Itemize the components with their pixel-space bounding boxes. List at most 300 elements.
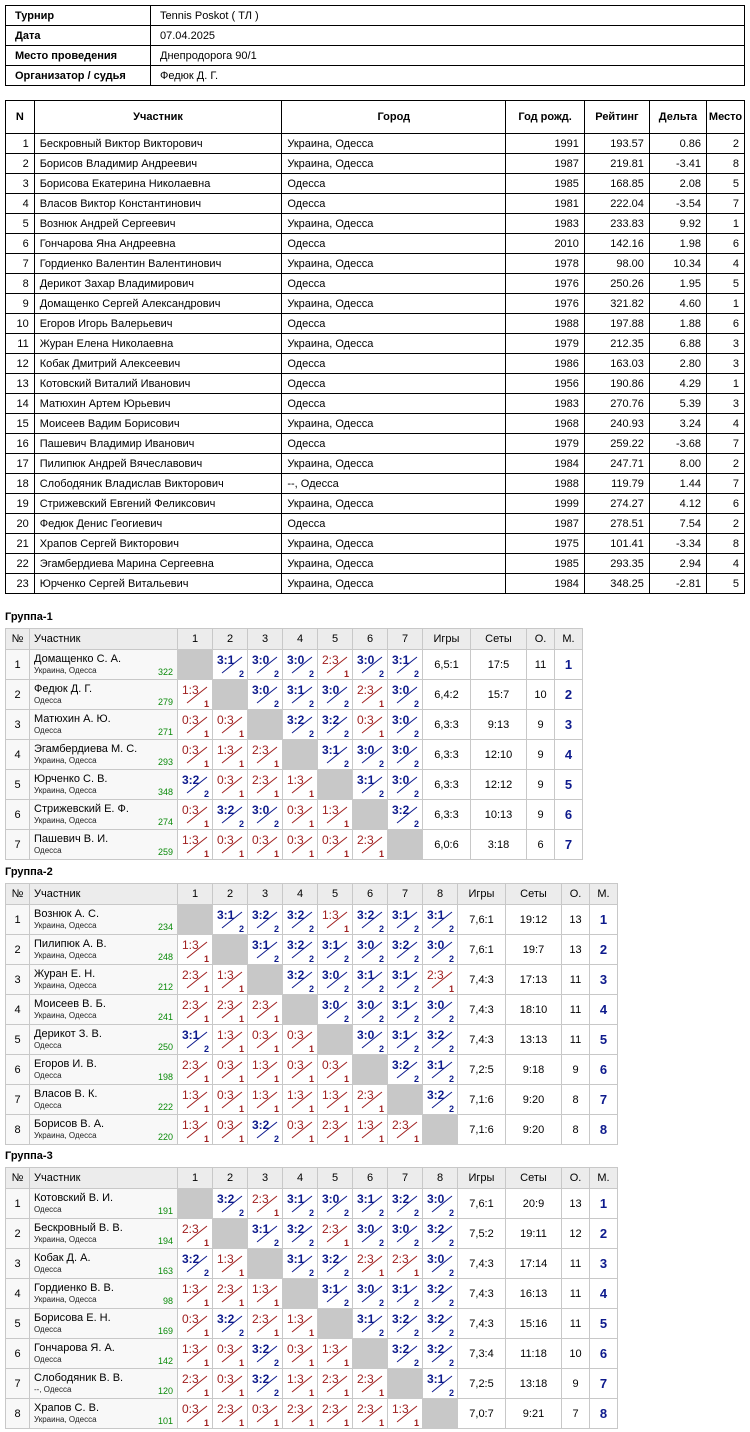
match-result-cell[interactable]	[423, 1055, 458, 1085]
match-result-cell[interactable]	[318, 1115, 353, 1145]
row-sets: 17:13	[506, 965, 562, 995]
match-score: 3:1	[217, 908, 235, 922]
match-points: 2	[448, 1238, 454, 1248]
match-result-cell[interactable]	[388, 1189, 423, 1219]
match-result-cell[interactable]	[178, 1219, 213, 1249]
match-points: 1	[308, 1134, 314, 1144]
match-points: 2	[378, 1014, 384, 1024]
match-result-cell[interactable]	[388, 1309, 423, 1339]
player-name: Слободяник Владислав Викторович	[34, 474, 282, 494]
match-result-cell[interactable]	[213, 740, 248, 770]
match-result-cell[interactable]	[178, 830, 213, 860]
match-result-cell[interactable]	[388, 1115, 423, 1145]
match-result-cell[interactable]	[178, 1249, 213, 1279]
group-row	[6, 1279, 618, 1309]
match-points: 2	[238, 819, 244, 829]
match-result-cell[interactable]	[283, 1249, 318, 1279]
match-result-cell[interactable]	[318, 1339, 353, 1369]
match-result-cell[interactable]	[388, 800, 423, 830]
row-points: 11	[562, 995, 590, 1025]
match-result-cell[interactable]	[423, 1219, 458, 1249]
match-result-cell[interactable]	[388, 1219, 423, 1249]
match-points: 2	[413, 1014, 419, 1024]
table-row	[6, 294, 745, 314]
row-games: 6,3:3	[423, 710, 471, 740]
match-score: 3:2	[427, 1282, 445, 1296]
self-match-cell	[283, 740, 318, 770]
match-result-cell[interactable]	[213, 1249, 248, 1279]
player-city: Одесса	[282, 314, 506, 334]
match-result-cell[interactable]	[388, 710, 423, 740]
match-score: 2:3	[392, 1252, 409, 1266]
row-place: 1	[590, 905, 618, 935]
match-score: 0:3	[217, 773, 234, 787]
match-result-cell[interactable]	[318, 1369, 353, 1399]
match-result-cell[interactable]	[283, 1339, 318, 1369]
match-points: 2	[308, 729, 314, 739]
match-result-cell[interactable]	[318, 830, 353, 860]
match-result-cell[interactable]	[423, 1339, 458, 1369]
match-result-cell[interactable]	[318, 935, 353, 965]
row-place: 1	[590, 1189, 618, 1219]
player-name: Вознюк А. С.	[34, 908, 100, 920]
player-rating: 241	[157, 1012, 173, 1022]
column-header-place: М.	[555, 629, 583, 650]
match-score: 3:1	[322, 743, 340, 757]
match-result-cell[interactable]	[423, 965, 458, 995]
match-result-cell[interactable]	[318, 680, 353, 710]
match-result-cell[interactable]	[248, 1085, 283, 1115]
match-result-cell[interactable]	[178, 1085, 213, 1115]
match-score: 1:3	[182, 833, 199, 847]
match-result-cell[interactable]	[353, 1085, 388, 1115]
match-result-cell[interactable]	[178, 710, 213, 740]
match-result-cell[interactable]	[213, 1055, 248, 1085]
match-result-cell[interactable]	[423, 1369, 458, 1399]
match-result-cell[interactable]	[353, 1309, 388, 1339]
match-result-cell[interactable]	[283, 905, 318, 935]
row-number: 7	[6, 1085, 30, 1115]
player-name: Домащенко Сергей Александрович	[34, 294, 282, 314]
match-result-cell[interactable]	[178, 740, 213, 770]
match-score: 3:2	[427, 1342, 445, 1356]
row-place: 5	[590, 1025, 618, 1055]
match-result-cell[interactable]	[318, 1399, 353, 1429]
match-result-cell[interactable]	[283, 1085, 318, 1115]
player-rating: 98.00	[584, 254, 649, 274]
match-result-cell[interactable]	[388, 740, 423, 770]
self-match-cell	[318, 1025, 353, 1055]
player-name: Пашевич Владимир Иванович	[34, 434, 282, 454]
row-games: 7,6:1	[458, 1189, 506, 1219]
row-number: 1	[6, 1189, 30, 1219]
table-row	[6, 574, 745, 594]
match-result-cell[interactable]	[318, 1279, 353, 1309]
player-number: 7	[6, 254, 35, 274]
match-result-cell[interactable]	[213, 1369, 248, 1399]
match-result-cell[interactable]	[248, 1369, 283, 1399]
row-place: 4	[555, 740, 583, 770]
match-score: 1:3	[217, 1252, 234, 1266]
match-result-cell[interactable]	[178, 1055, 213, 1085]
match-points: 1	[343, 1238, 349, 1248]
match-result-cell[interactable]	[388, 1249, 423, 1279]
match-points: 2	[343, 759, 349, 769]
table-row	[6, 394, 745, 414]
match-result-cell[interactable]	[248, 800, 283, 830]
match-result-cell[interactable]	[178, 680, 213, 710]
match-result-cell[interactable]	[213, 995, 248, 1025]
match-points: 1	[238, 729, 244, 739]
match-result-cell[interactable]	[388, 935, 423, 965]
match-result-cell[interactable]	[353, 710, 388, 740]
match-score: 3:1	[287, 1252, 305, 1266]
match-result-cell[interactable]	[248, 1399, 283, 1429]
table-row	[6, 354, 745, 374]
match-result-cell[interactable]	[178, 1115, 213, 1145]
player-cell	[30, 1055, 178, 1085]
player-number: 20	[6, 514, 35, 534]
match-result-cell[interactable]	[248, 905, 283, 935]
match-result-cell[interactable]	[178, 1279, 213, 1309]
match-result-cell[interactable]	[388, 1339, 423, 1369]
match-points: 2	[448, 1328, 454, 1338]
match-result-cell[interactable]	[388, 995, 423, 1025]
match-result-cell[interactable]	[388, 1399, 423, 1429]
player-rating: 212.35	[584, 334, 649, 354]
player-city: --, Одесса	[282, 474, 506, 494]
row-sets: 16:13	[506, 1279, 562, 1309]
player-city: Украина, Одесса	[34, 951, 97, 960]
match-result-cell[interactable]	[353, 830, 388, 860]
column-header-opponent: 7	[388, 629, 423, 650]
match-result-cell[interactable]	[388, 1055, 423, 1085]
match-result-cell[interactable]	[178, 995, 213, 1025]
match-result-cell[interactable]	[318, 800, 353, 830]
match-result-cell[interactable]	[283, 770, 318, 800]
player-city: Одесса	[34, 1205, 62, 1214]
match-result-cell[interactable]	[248, 740, 283, 770]
player-city: Украина, Одесса	[282, 214, 506, 234]
match-result-cell[interactable]	[213, 1025, 248, 1055]
player-place: 4	[707, 254, 745, 274]
row-place: 1	[555, 650, 583, 680]
match-result-cell[interactable]	[178, 770, 213, 800]
row-sets: 13:13	[506, 1025, 562, 1055]
player-rating: 212	[157, 982, 173, 992]
group-row	[6, 995, 618, 1025]
match-result-cell[interactable]	[353, 935, 388, 965]
match-result-cell[interactable]	[213, 800, 248, 830]
row-points: 11	[562, 1249, 590, 1279]
match-result-cell[interactable]	[283, 1055, 318, 1085]
match-score: 1:3	[182, 1088, 199, 1102]
row-points: 9	[527, 740, 555, 770]
match-result-cell[interactable]	[318, 965, 353, 995]
match-score: 3:1	[392, 998, 410, 1012]
match-points: 1	[273, 1298, 279, 1308]
player-rating: 220	[157, 1132, 173, 1142]
row-place: 2	[555, 680, 583, 710]
match-result-cell[interactable]	[353, 1249, 388, 1279]
match-result-cell[interactable]	[423, 1189, 458, 1219]
player-rating: 271	[157, 727, 173, 737]
row-games: 6,4:2	[423, 680, 471, 710]
match-result-cell[interactable]	[283, 710, 318, 740]
match-result-cell[interactable]	[353, 1219, 388, 1249]
match-result-cell[interactable]	[248, 1055, 283, 1085]
match-score: 0:3	[287, 1118, 304, 1132]
player-name: Храпов Сергей Викторович	[34, 534, 282, 554]
match-result-cell[interactable]	[248, 1219, 283, 1249]
match-points: 2	[378, 1238, 384, 1248]
player-cell	[30, 650, 178, 680]
match-result-cell[interactable]	[248, 1339, 283, 1369]
match-result-cell[interactable]	[213, 650, 248, 680]
match-result-cell[interactable]	[283, 1219, 318, 1249]
match-result-cell[interactable]	[318, 905, 353, 935]
match-result-cell[interactable]	[318, 995, 353, 1025]
match-score: 3:1	[252, 938, 270, 952]
row-number: 4	[6, 1279, 30, 1309]
self-match-cell	[178, 1189, 213, 1219]
match-result-cell[interactable]	[353, 740, 388, 770]
match-score: 2:3	[217, 998, 234, 1012]
match-result-cell[interactable]	[353, 905, 388, 935]
match-result-cell[interactable]	[248, 680, 283, 710]
match-result-cell[interactable]	[283, 1399, 318, 1429]
row-sets: 9:20	[506, 1115, 562, 1145]
match-result-cell[interactable]	[213, 1339, 248, 1369]
self-match-cell	[248, 710, 283, 740]
row-points: 11	[527, 650, 555, 680]
player-number: 22	[6, 554, 35, 574]
player-city: Одесса	[282, 234, 506, 254]
match-result-cell[interactable]	[283, 800, 318, 830]
column-header-number: №	[6, 884, 30, 905]
row-place: 5	[555, 770, 583, 800]
match-score: 1:3	[252, 1058, 269, 1072]
match-result-cell[interactable]	[248, 830, 283, 860]
match-points: 2	[308, 1268, 314, 1278]
match-score: 3:0	[392, 1222, 410, 1236]
match-result-cell[interactable]	[353, 965, 388, 995]
match-result-cell[interactable]	[318, 1219, 353, 1249]
match-result-cell[interactable]	[423, 1309, 458, 1339]
match-result-cell[interactable]	[283, 680, 318, 710]
match-result-cell[interactable]	[178, 965, 213, 995]
match-result-cell[interactable]	[318, 710, 353, 740]
match-result-cell[interactable]	[353, 1189, 388, 1219]
match-result-cell[interactable]	[283, 935, 318, 965]
match-result-cell[interactable]	[248, 1025, 283, 1055]
match-result-cell[interactable]	[423, 1025, 458, 1055]
match-score: 2:3	[217, 1282, 234, 1296]
match-score: 3:0	[322, 683, 340, 697]
match-result-cell[interactable]	[353, 650, 388, 680]
self-match-cell	[388, 1369, 423, 1399]
match-result-cell[interactable]	[248, 995, 283, 1025]
player-number: 12	[6, 354, 35, 374]
match-result-cell[interactable]	[178, 1025, 213, 1055]
player-delta: 2.80	[649, 354, 706, 374]
match-result-cell[interactable]	[353, 1025, 388, 1055]
match-result-cell[interactable]	[213, 710, 248, 740]
match-result-cell[interactable]	[248, 1309, 283, 1339]
match-result-cell[interactable]	[388, 650, 423, 680]
row-number: 2	[6, 935, 30, 965]
column-header-opponent: 5	[318, 629, 353, 650]
match-result-cell[interactable]	[178, 800, 213, 830]
match-result-cell[interactable]	[178, 1369, 213, 1399]
player-city: Украина, Одесса	[282, 254, 506, 274]
player-delta: 4.29	[649, 374, 706, 394]
match-result-cell[interactable]	[213, 770, 248, 800]
match-result-cell[interactable]	[283, 1189, 318, 1219]
match-result-cell[interactable]	[353, 1115, 388, 1145]
match-result-cell[interactable]	[318, 1055, 353, 1085]
player-rating: 168.85	[584, 174, 649, 194]
player-name: Котовский Виталий Иванович	[34, 374, 282, 394]
player-name: Матюхин А. Ю.	[34, 713, 111, 725]
match-result-cell[interactable]	[388, 1025, 423, 1055]
match-points: 2	[378, 759, 384, 769]
row-sets: 13:18	[506, 1369, 562, 1399]
column-header-opponent: 8	[423, 884, 458, 905]
match-result-cell[interactable]	[213, 905, 248, 935]
match-result-cell[interactable]	[318, 740, 353, 770]
match-result-cell[interactable]	[353, 1369, 388, 1399]
match-result-cell[interactable]	[283, 1309, 318, 1339]
player-name: Борисов Владимир Андреевич	[34, 154, 282, 174]
match-result-cell[interactable]	[353, 680, 388, 710]
match-result-cell[interactable]	[248, 1279, 283, 1309]
match-result-cell[interactable]	[178, 1309, 213, 1339]
player-birth-year: 1978	[506, 254, 585, 274]
match-result-cell[interactable]	[213, 830, 248, 860]
self-match-cell	[318, 770, 353, 800]
player-rating: 348.25	[584, 574, 649, 594]
match-result-cell[interactable]	[283, 965, 318, 995]
match-score: 3:1	[392, 968, 410, 982]
match-score: 3:0	[322, 1192, 340, 1206]
match-points: 2	[343, 1298, 349, 1308]
row-number: 8	[6, 1399, 30, 1429]
match-result-cell[interactable]	[213, 1085, 248, 1115]
column-header-opponent: 8	[423, 1168, 458, 1189]
match-result-cell[interactable]	[388, 770, 423, 800]
match-result-cell[interactable]	[318, 1249, 353, 1279]
match-result-cell[interactable]	[178, 1399, 213, 1429]
player-rating: 142	[157, 1356, 173, 1366]
match-result-cell[interactable]	[283, 650, 318, 680]
match-score: 3:0	[322, 968, 340, 982]
match-points: 2	[273, 954, 279, 964]
match-result-cell[interactable]	[283, 1025, 318, 1055]
player-delta: -3.41	[649, 154, 706, 174]
group-row	[6, 935, 618, 965]
row-games: 7,2:5	[458, 1055, 506, 1085]
match-result-cell[interactable]	[178, 1339, 213, 1369]
player-rating: 348	[157, 787, 173, 797]
player-rating: 248	[157, 952, 173, 962]
player-delta: -3.54	[649, 194, 706, 214]
match-result-cell[interactable]	[213, 1189, 248, 1219]
match-result-cell[interactable]	[318, 650, 353, 680]
match-result-cell[interactable]	[318, 1189, 353, 1219]
player-birth-year: 1968	[506, 414, 585, 434]
info-row	[6, 66, 745, 86]
match-points: 2	[343, 1014, 349, 1024]
match-score: 2:3	[252, 1192, 269, 1206]
match-result-cell[interactable]	[353, 770, 388, 800]
match-points: 2	[448, 954, 454, 964]
match-result-cell[interactable]	[213, 1115, 248, 1145]
match-result-cell[interactable]	[213, 1279, 248, 1309]
player-number: 15	[6, 414, 35, 434]
player-number: 4	[6, 194, 35, 214]
match-result-cell[interactable]	[423, 1279, 458, 1309]
match-score: 2:3	[182, 1372, 199, 1386]
row-games: 7,4:3	[458, 995, 506, 1025]
match-score: 2:3	[322, 653, 339, 667]
match-score: 0:3	[217, 1342, 234, 1356]
player-city: Одесса	[34, 1325, 62, 1334]
player-city: Одесса	[34, 1265, 62, 1274]
match-result-cell[interactable]	[248, 935, 283, 965]
match-result-cell[interactable]	[423, 905, 458, 935]
match-result-cell[interactable]	[318, 1085, 353, 1115]
match-result-cell[interactable]	[213, 965, 248, 995]
match-points: 2	[203, 1268, 209, 1278]
column-header-opponent: 6	[353, 629, 388, 650]
match-result-cell[interactable]	[178, 935, 213, 965]
player-rating: 101.41	[584, 534, 649, 554]
match-points: 1	[238, 1418, 244, 1428]
match-result-cell[interactable]	[423, 995, 458, 1025]
match-score: 3:0	[392, 743, 410, 757]
match-result-cell[interactable]	[283, 1369, 318, 1399]
match-result-cell[interactable]	[388, 905, 423, 935]
match-result-cell[interactable]	[423, 1085, 458, 1115]
match-result-cell[interactable]	[248, 650, 283, 680]
match-result-cell[interactable]	[423, 935, 458, 965]
match-result-cell[interactable]	[353, 1399, 388, 1429]
match-result-cell[interactable]	[283, 1115, 318, 1145]
match-result-cell[interactable]	[248, 1189, 283, 1219]
match-result-cell[interactable]	[213, 1399, 248, 1429]
player-cell	[30, 1309, 178, 1339]
player-rating: 274.27	[584, 494, 649, 514]
match-result-cell[interactable]	[388, 680, 423, 710]
match-result-cell[interactable]	[353, 995, 388, 1025]
match-points: 2	[413, 1074, 419, 1084]
match-result-cell[interactable]	[283, 830, 318, 860]
match-result-cell[interactable]	[423, 1249, 458, 1279]
row-number: 4	[6, 740, 30, 770]
match-result-cell[interactable]	[248, 1115, 283, 1145]
match-points: 1	[308, 1418, 314, 1428]
row-number: 5	[6, 1309, 30, 1339]
match-points: 2	[308, 699, 314, 709]
match-result-cell[interactable]	[213, 1309, 248, 1339]
match-result-cell[interactable]	[353, 1279, 388, 1309]
match-result-cell[interactable]	[388, 1279, 423, 1309]
match-result-cell[interactable]	[248, 770, 283, 800]
match-result-cell[interactable]	[388, 965, 423, 995]
row-number: 2	[6, 1219, 30, 1249]
player-name: Эгамбердиева Марина Сергеевна	[34, 554, 282, 574]
